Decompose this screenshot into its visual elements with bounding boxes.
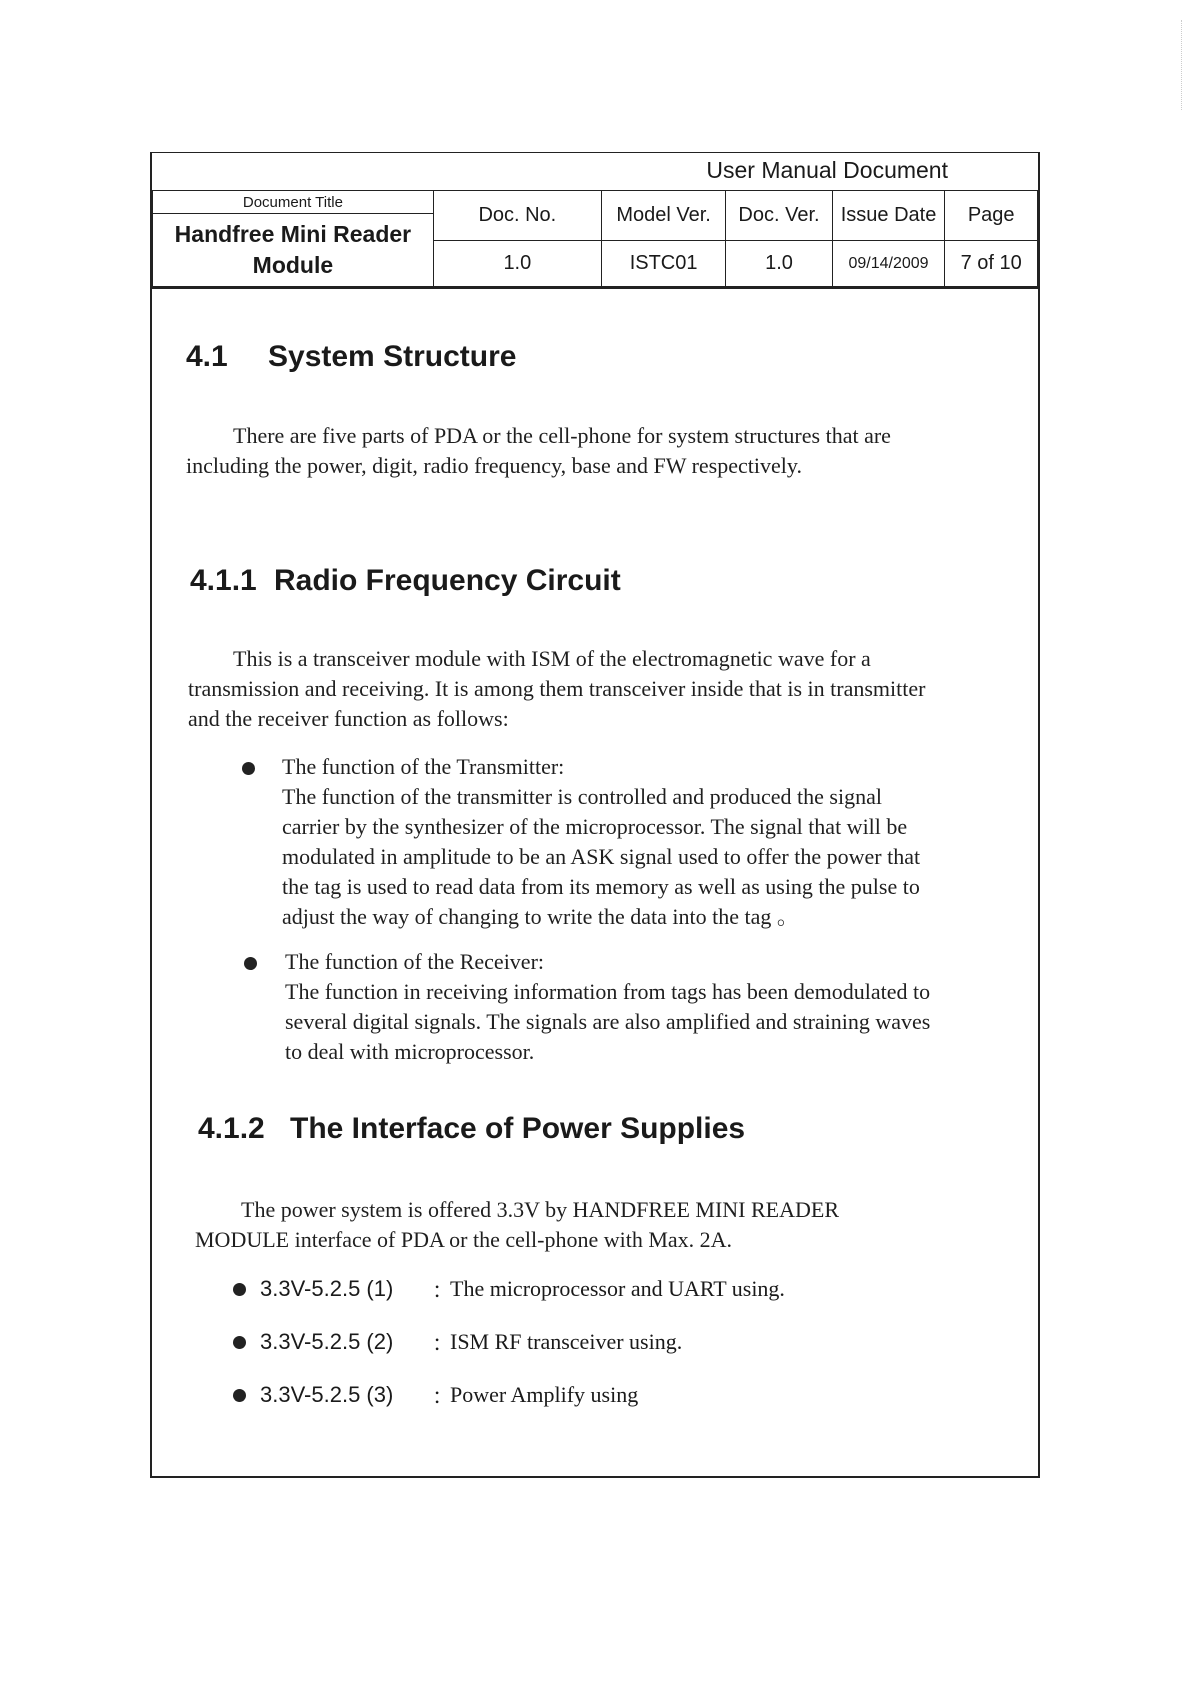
bullet-line: modulated in amplitude to be an ASK signal used to offer the power that	[282, 844, 921, 869]
bullet-line: several digital signals. The signals are also amplified and straining waves	[285, 1009, 931, 1034]
section-title: The Interface of Power Supplies	[290, 1112, 746, 1145]
paragraph-line: transmission and receiving. It is among them transceiver inside that is in transmitter	[188, 676, 926, 701]
doc-title-line1: Handfree Mini Reader	[174, 221, 412, 247]
header-divider	[150, 287, 1040, 289]
section-title: Radio Frequency Circuit	[274, 564, 621, 597]
bullet-icon	[233, 1389, 246, 1402]
supply-description: Power Amplify using	[450, 1382, 639, 1407]
value-doc-ver: 1.0	[726, 241, 832, 287]
paragraph-line: and the receiver function as follows:	[188, 706, 509, 731]
document-info-table	[152, 190, 1038, 287]
paragraph-line: The power system is offered 3.3V by HANDFREE MINI READER	[241, 1197, 840, 1222]
supply-code: 3.3V-5.2.5 (1)	[260, 1276, 394, 1301]
bullet-line: The function of the transmitter is controlled and produced the signal	[282, 784, 882, 809]
section-title: System Structure	[268, 340, 517, 373]
col-doc-no: Doc. No.	[433, 191, 601, 241]
bullet-line: carrier by the synthesizer of the microprocessor. The signal that will be	[282, 814, 908, 839]
document-type-header	[150, 152, 1040, 188]
col-model-ver: Model Ver.	[601, 191, 725, 241]
supply-description: ISM RF transceiver using.	[450, 1329, 683, 1354]
power-supply-row	[260, 1274, 785, 1304]
bullet-heading: The function of the Transmitter:	[282, 754, 565, 779]
value-doc-no: 1.0	[433, 241, 601, 287]
document-type-label: User Manual Document	[706, 157, 948, 183]
supply-colon: ：	[432, 1277, 455, 1303]
supply-code: 3.3V-5.2.5 (2)	[260, 1329, 394, 1354]
doc-title-label: Document Title	[153, 191, 434, 214]
supply-colon: ：	[432, 1383, 455, 1409]
section-heading-4-1-1	[190, 564, 621, 598]
paragraph-line: This is a transceiver module with ISM of the electromagnetic wave for a	[233, 646, 871, 671]
doc-title-value	[153, 214, 434, 287]
section-number: 4.1.1	[190, 564, 257, 597]
supply-code: 3.3V-5.2.5 (3)	[260, 1382, 394, 1407]
paragraph-line: including the power, digit, radio frequency, base and FW respectively.	[186, 453, 802, 478]
col-doc-ver: Doc. Ver.	[726, 191, 832, 241]
value-model-ver: ISTC01	[601, 241, 725, 287]
col-issue-date: Issue Date	[832, 191, 945, 241]
section-number: 4.1	[186, 340, 228, 373]
section-number: 4.1.2	[198, 1112, 265, 1145]
doc-title-line2: Module	[252, 252, 334, 278]
paragraph-line: There are five parts of PDA or the cell-phone for system structures that are	[233, 423, 891, 448]
power-supply-row	[260, 1327, 682, 1357]
bullet-icon	[244, 957, 257, 970]
col-page: Page	[945, 191, 1038, 241]
bullet-line: adjust the way of changing to write the data into the tag 。	[282, 904, 799, 929]
power-supply-row	[260, 1380, 638, 1410]
bullet-heading: The function of the Receiver:	[285, 949, 545, 974]
bullet-line: to deal with microprocessor.	[285, 1039, 535, 1064]
bullet-icon	[233, 1283, 246, 1296]
section-heading-4-1	[186, 340, 516, 374]
scan-edge-marks	[1179, 20, 1182, 110]
supply-colon: ：	[432, 1330, 455, 1356]
value-issue-date: 09/14/2009	[832, 241, 945, 287]
paragraph-line: MODULE interface of PDA or the cell-phone with Max. 2A.	[195, 1227, 733, 1252]
bullet-line: The function in receiving information from tags has been demodulated to	[285, 979, 931, 1004]
bullet-icon	[242, 762, 255, 775]
value-page: 7 of 10	[945, 241, 1038, 287]
supply-description: The microprocessor and UART using.	[450, 1276, 785, 1301]
bullet-icon	[233, 1336, 246, 1349]
section-heading-4-1-2	[198, 1112, 745, 1146]
bullet-line: the tag is used to read data from its memory as well as using the pulse to	[282, 874, 920, 899]
